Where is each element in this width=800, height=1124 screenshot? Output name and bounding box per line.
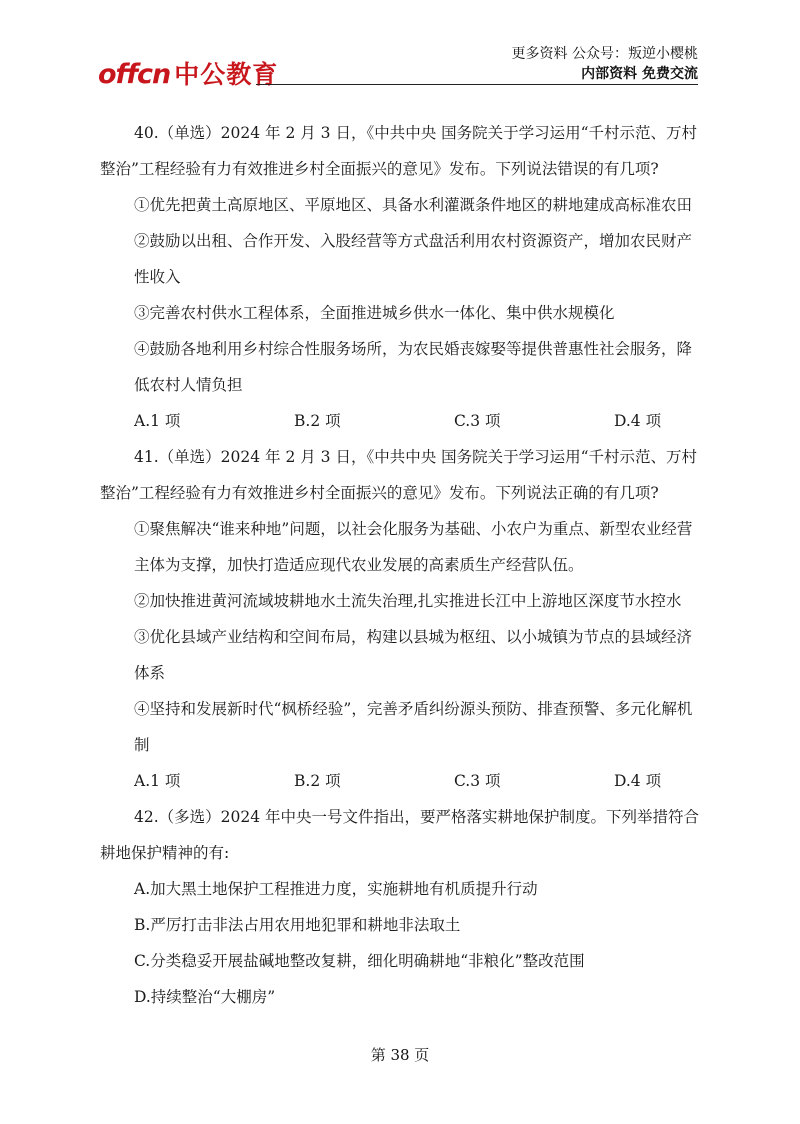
question-41 [100,439,705,799]
choice-b: B.2 项 [294,412,341,430]
statement-item: ④鼓励各地利用乡村综合性服务场所，为农民婚丧嫁娶等提供普惠性社会服务，降低农村人情负担 [134,340,693,394]
question-42 [100,799,705,1015]
offcn-logo [98,56,278,90]
page-header [0,0,800,100]
choice-d: D.4 项 [614,772,662,790]
logo-chinese-text: 中公教育 [174,60,279,89]
choice-a: A.1 项 [134,412,181,430]
choice-a: A.1 项 [134,772,181,790]
logo-latin-text: offcn [98,59,171,90]
question-stem: 40.（单选）2024 年 2 月 3 日，《中共中央 国务院关于学习运用“千村示范、万村整治”工程经验有力有效推进乡村全面振兴的意见》发布。下列说法错误的有几项? [100,124,698,178]
answer-choices [134,763,705,799]
statement-item: ①优先把黄土高原地区、平原地区、具备水利灌溉条件地区的耕地建成高标准农田 [134,196,693,214]
statement-item: ③完善农村供水工程体系，全面推进城乡供水一体化、集中供水规模化 [134,304,615,322]
statement-item: ③优化县域产业结构和空间布局，构建以县城为枢纽、以小城镇为节点的县域经济体系 [134,628,693,682]
page-content [100,115,705,1015]
choice-c: C.3 项 [454,772,501,790]
question-stem: 41.（单选）2024 年 2 月 3 日，《中共中央 国务院关于学习运用“千村示范、万村整治”工程经验有力有效推进乡村全面振兴的意见》发布。下列说法正确的有几项? [100,448,698,502]
option-a: A.加大黑土地保护工程推进力度，实施耕地有机质提升行动 [134,880,538,898]
statement-item [134,223,705,295]
option-c: C.分类稳妥开展盐碱地整改复耕，细化明确耕地“非粮化”整改范围 [134,952,585,970]
choice-d: D.4 项 [614,412,662,430]
statement-item: ①聚焦解决“谁来种地”问题，以社会化服务为基础、小农户为重点、新型农业经营主体为支撑，加快打造适应现代农业发展的高素质生产经营队伍。 [134,520,693,574]
statement-item: ②加快推进黄河流域坡耕地水土流失治理,扎实推进长江中上游地区深度节水控水 [134,592,682,610]
header-line-2: 内部资料 免费交流 [581,66,698,82]
header-rule [256,84,698,85]
header-notes [512,44,698,84]
choice-c: C.3 项 [454,412,501,430]
answer-choices [134,403,705,439]
statement-item: ④坚持和发展新时代“枫桥经验”，完善矛盾纠纷源头预防、排查预警、多元化解机制 [134,700,693,754]
page-number: 第 38 页 [370,1046,430,1064]
question-stem: 42.（多选）2024 年中央一号文件指出，要严格落实耕地保护制度。下列举措符合耕地保护精神的有: [100,808,700,862]
statement-text: ②鼓励以出租、合作开发、入股经营等方式盘活利用农村资源资产，增加农民财产性收入 [134,232,693,286]
choice-b: B.2 项 [294,772,341,790]
question-40 [100,115,705,439]
header-line-1: 更多资料 公众号：叛逆小樱桃 [511,46,698,62]
option-b: B.严厉打击非法占用农用地犯罪和耕地非法取土 [134,916,461,934]
option-d: D.持续整治“大棚房” [134,988,276,1006]
